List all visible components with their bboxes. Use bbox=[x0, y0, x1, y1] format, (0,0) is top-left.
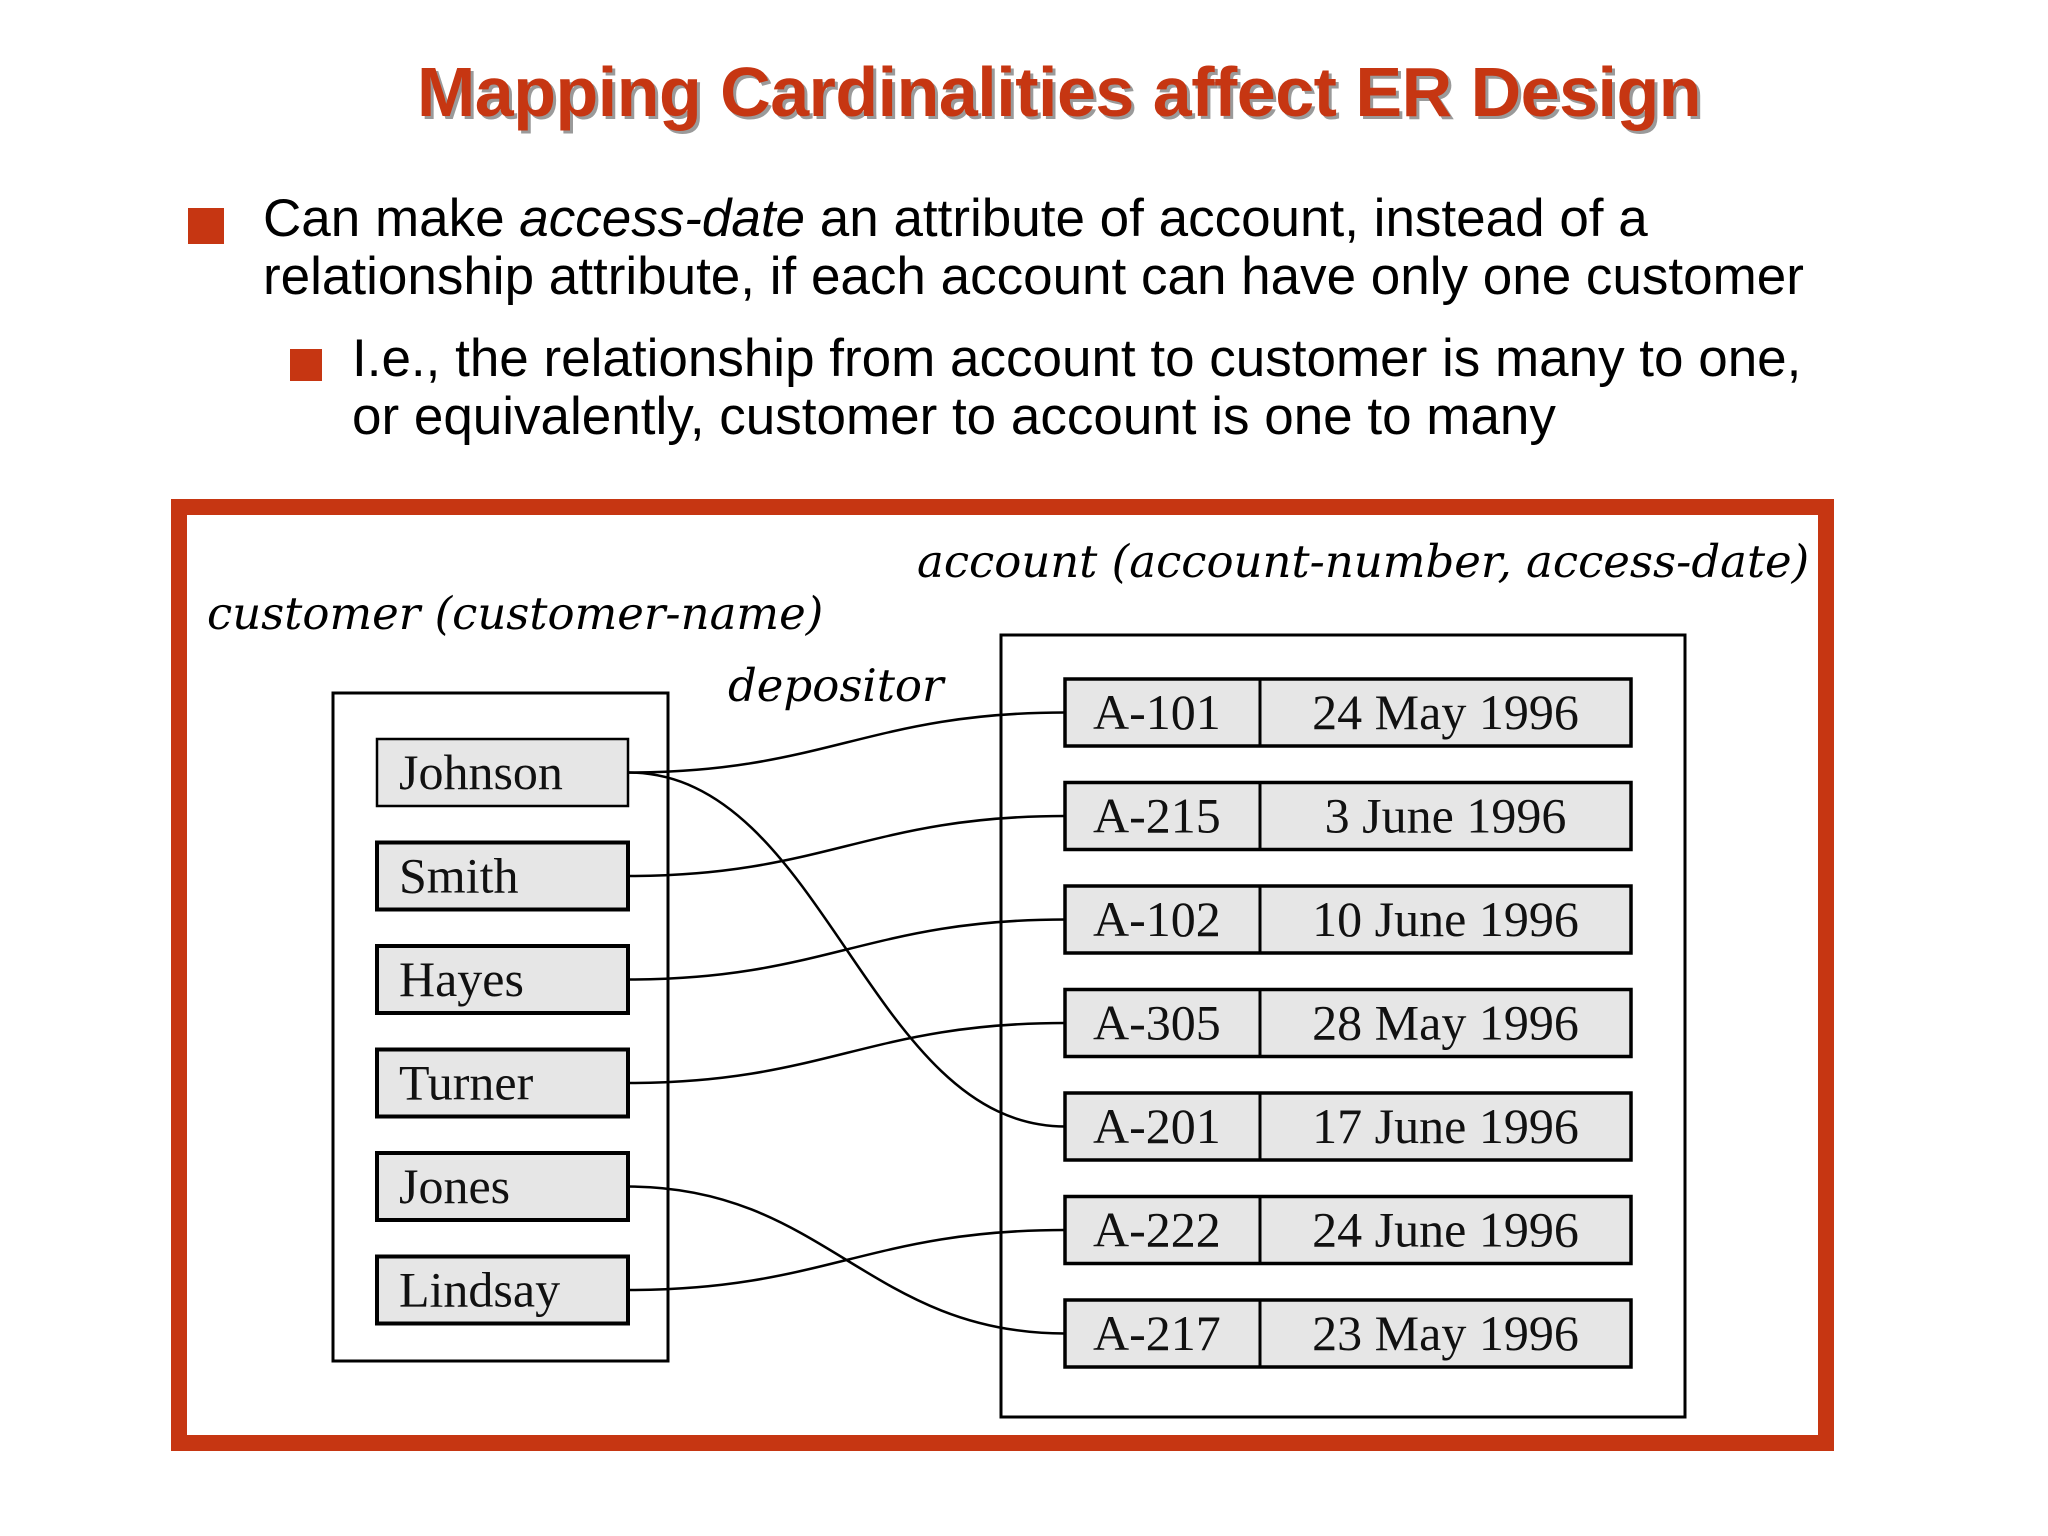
customer-name: Hayes bbox=[399, 951, 524, 1007]
sub-bullet-square-icon bbox=[290, 349, 322, 381]
customer-cell bbox=[377, 1257, 628, 1324]
customer-name: Smith bbox=[399, 847, 519, 904]
bullet-text-pre: Can make bbox=[263, 189, 520, 248]
slide-title: Mapping Cardinalities affect ER Design bbox=[417, 53, 1701, 131]
access-date: 17 June 1996 bbox=[1312, 1098, 1579, 1154]
access-date: 28 May 1996 bbox=[1312, 994, 1579, 1051]
bullet-access-date bbox=[263, 190, 1963, 306]
bullet-text-italic: access-date bbox=[519, 189, 806, 248]
customers-layer bbox=[377, 739, 628, 1324]
sub-bullet-cardinality bbox=[352, 330, 1972, 446]
account-number: A-305 bbox=[1093, 994, 1221, 1051]
customer-cell bbox=[377, 1050, 628, 1117]
customer-cell bbox=[377, 946, 628, 1013]
customer-cell bbox=[377, 843, 628, 910]
account-number: A-201 bbox=[1093, 1098, 1221, 1154]
depositor-link bbox=[628, 816, 1065, 876]
depositor-link bbox=[628, 713, 1065, 773]
relationship-label: depositor bbox=[728, 659, 944, 712]
customer-name: Johnson bbox=[399, 744, 563, 800]
account-row bbox=[1065, 1093, 1631, 1160]
account-number: A-222 bbox=[1093, 1201, 1221, 1258]
account-number: A-102 bbox=[1093, 891, 1221, 947]
access-date: 23 May 1996 bbox=[1312, 1305, 1579, 1361]
customer-cell bbox=[377, 739, 628, 806]
account-row bbox=[1065, 1197, 1631, 1264]
depositor-link bbox=[628, 1230, 1065, 1290]
account-row bbox=[1065, 886, 1631, 953]
account-row bbox=[1065, 679, 1631, 746]
account-entity-label: account (account-number, access-date) bbox=[917, 535, 1810, 588]
account-number: A-215 bbox=[1093, 787, 1221, 844]
access-date: 24 June 1996 bbox=[1312, 1201, 1579, 1258]
depositor-link bbox=[628, 1023, 1065, 1083]
customer-name: Lindsay bbox=[399, 1261, 561, 1318]
sub-bullet-line-2: or equivalently, customer to account is one to many bbox=[352, 387, 1556, 446]
bullet-text-post: an attribute of account, instead of a bbox=[805, 189, 1648, 248]
account-number: A-217 bbox=[1093, 1305, 1221, 1361]
customer-cell bbox=[377, 1153, 628, 1220]
links-layer bbox=[628, 713, 1065, 1334]
account-row bbox=[1065, 1300, 1631, 1367]
access-date: 24 May 1996 bbox=[1312, 684, 1579, 740]
bullet-square-icon bbox=[188, 208, 224, 244]
customer-name: Jones bbox=[399, 1158, 511, 1214]
bullet-line-2: relationship attribute, if each account can have only one customer bbox=[263, 247, 1804, 306]
account-number: A-101 bbox=[1093, 684, 1221, 740]
depositor-link bbox=[628, 920, 1065, 980]
access-date: 10 June 1996 bbox=[1312, 891, 1579, 947]
access-date: 3 June 1996 bbox=[1324, 787, 1567, 844]
customer-entity-label: customer (customer-name) bbox=[207, 587, 824, 640]
er-mapping-diagram bbox=[171, 499, 1834, 1451]
account-row bbox=[1065, 783, 1631, 850]
bullet-line-1 bbox=[263, 190, 1963, 248]
customer-name: Turner bbox=[399, 1054, 534, 1111]
account-row bbox=[1065, 990, 1631, 1057]
accounts-layer bbox=[1065, 679, 1631, 1367]
sub-bullet-line-1: I.e., the relationship from account to customer is many to one, bbox=[352, 329, 1802, 388]
